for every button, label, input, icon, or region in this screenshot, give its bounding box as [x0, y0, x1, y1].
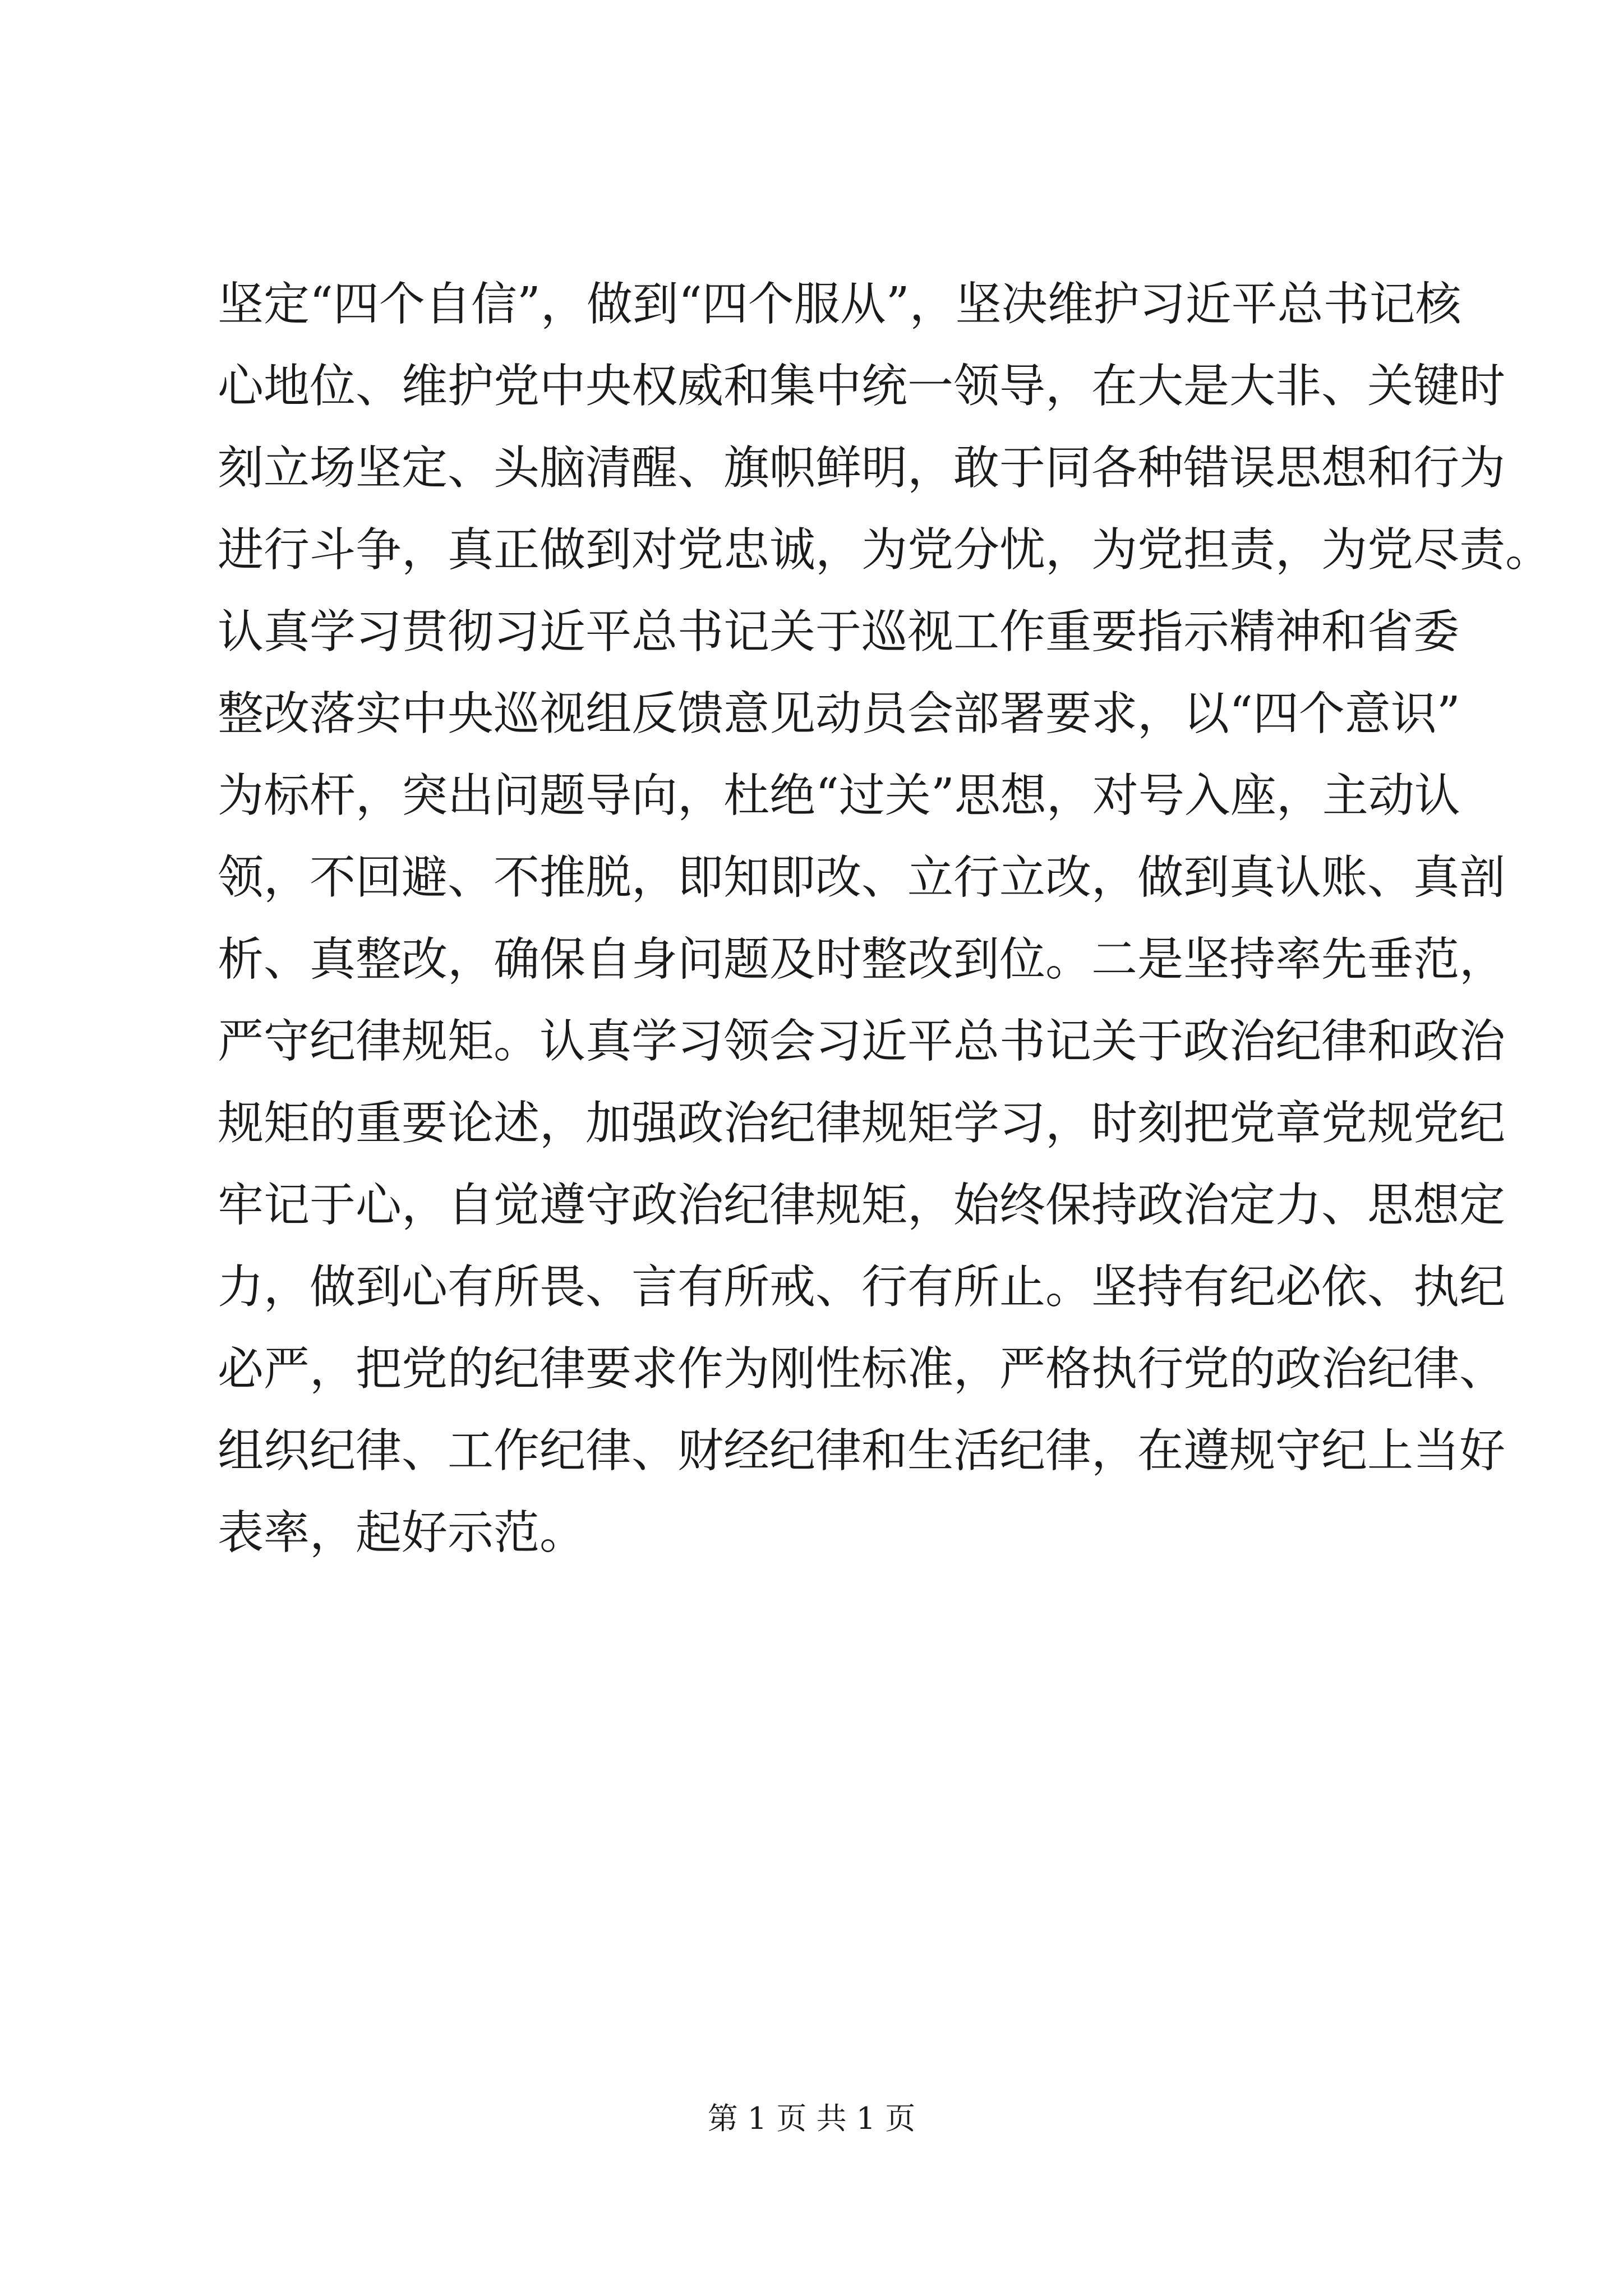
body-line: 为标杆，突出问题导向，杜绝“过关”思想，对号入座，主动认	[218, 769, 1460, 822]
document-body	[218, 264, 1552, 1574]
body-line: 领，不回避、不推脱，即知即改、立行立改，做到真认账、真剖	[218, 851, 1506, 904]
body-line: 刻立场坚定、头脑清醒、旗帜鲜明，敢于同各种错误思想和行为	[218, 441, 1506, 495]
body-line: 力，做到心有所畏、言有所戒、行有所止。坚持有纪必依、执纪	[218, 1260, 1506, 1314]
body-line: 坚定“四个自信”，做到“四个服从”，坚决维护习近平总书记核	[218, 278, 1461, 331]
body-line: 进行斗争，真正做到对党忠诚，为党分忧，为党担责，为党尽责。	[218, 523, 1552, 577]
body-line: 表率，起好示范。	[218, 1506, 586, 1559]
body-line: 规矩的重要论述，加强政治纪律规矩学习，时刻把党章党规党纪	[218, 1097, 1506, 1150]
body-line: 整改落实中央巡视组反馈意见动员会部署要求，以“四个意识”	[218, 687, 1460, 740]
body-line: 牢记于心，自觉遵守政治纪律规矩，始终保持政治定力、思想定	[218, 1179, 1506, 1232]
body-line: 严守纪律规矩。认真学习领会习近平总书记关于政治纪律和政治	[218, 1015, 1506, 1068]
body-line: 认真学习贯彻习近平总书记关于巡视工作重要指示精神和省委	[218, 605, 1460, 659]
body-line: 组织纪律、工作纪律、财经纪律和生活纪律，在遵规守纪上当好	[218, 1424, 1506, 1478]
page-number-footer: 第 1 页 共 1 页	[707, 2101, 916, 2136]
body-line: 心地位、维护党中央权威和集中统一领导，在大是大非、关键时	[218, 360, 1506, 413]
body-line: 必严，把党的纪律要求作为刚性标准，严格执行党的政治纪律、	[218, 1342, 1506, 1396]
body-line: 析、真整改，确保自身问题及时整改到位。二是坚持率先垂范，	[218, 933, 1506, 986]
